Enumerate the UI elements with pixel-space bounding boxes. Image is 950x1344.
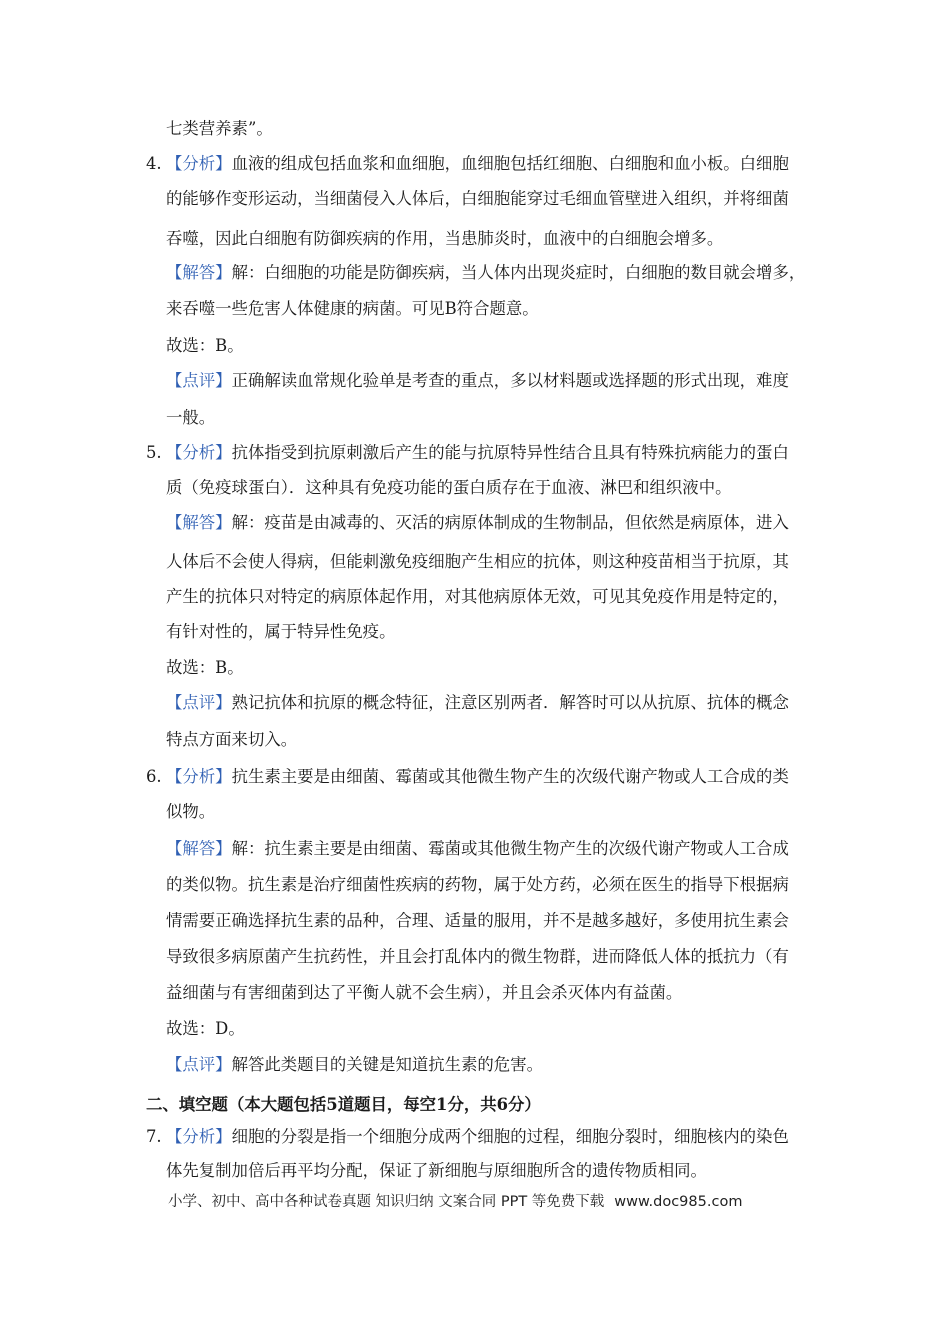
line-text: 解：抗生素主要是由细菌、霉菌或其他微生物产生的次级代谢产物或人工合成 [231,839,789,858]
text-line [166,442,789,464]
text-line [166,153,789,175]
section-tag: 【点评】 [166,1055,232,1074]
footer-text: 小学、初中、高中各种试卷真题 知识归纳 文案合同 PPT 等免费下载 [168,1194,605,1210]
line-text: 正确解读血常规化验单是考查的重点，多以材料题或选择题的形式出现，难度 [231,371,789,390]
question-number: 4. [146,154,162,173]
section-tag: 【分析】 [166,1127,232,1146]
text-line [166,477,731,499]
text-line [166,621,395,643]
line-text: 细胞的分裂是指一个细胞分成两个细胞的过程，细胞分裂时，细胞核内的染色 [231,1127,789,1146]
text-line [166,551,789,573]
text-line [166,910,789,932]
text-line [166,407,215,429]
text-line [166,335,244,357]
line-text: 抗生素主要是由细菌、霉菌或其他微生物产生的次级代谢产物或人工合成的类 [231,767,789,786]
section-tag: 【分析】 [166,154,232,173]
footer-url[interactable]: www.doc985.com [614,1194,743,1210]
section-tag: 【分析】 [166,767,232,786]
question-number: 5. [146,443,162,462]
footer [168,1192,742,1212]
text-line [166,874,789,896]
line-text: 似物。 [166,802,216,821]
line-text: 情需要正确选择抗生素的品种，合理、适量的服用，并不是越多越好，多使用抗生素会 [166,911,789,930]
text-line [166,982,682,1004]
text-line [166,1160,707,1182]
text-line [166,586,789,608]
text-line [166,370,789,392]
text-line [166,1126,789,1148]
line-text: 吞噬，因此白细胞有防御疾病的作用，当患肺炎时，血液中的白细胞会增多。 [166,229,724,248]
text-line [166,1018,245,1040]
text-line [166,228,723,250]
section-heading: 二、填空题（本大题包括5道题目，每空1分，共6分） [146,1095,541,1114]
section-tag: 【分析】 [166,443,232,462]
section-tag: 【解答】 [166,263,232,282]
line-text: 血液的组成包括血浆和血细胞，血细胞包括红细胞、白细胞和血小板。白细胞 [231,154,789,173]
line-text: 解：白细胞的功能是防御疾病，当人体内出现炎症时，白细胞的数目就会增多， [231,263,806,282]
line-text: 益细菌与有害细菌到达了平衡人就不会生病），并且会杀灭体内有益菌。 [166,983,683,1002]
text-line [166,1054,543,1076]
line-text: 体先复制加倍后再平均分配，保证了新细胞与原细胞所含的遗传物质相同。 [166,1161,707,1180]
text-line [166,512,789,534]
line-text: 人体后不会使人得病，但能刺激免疫细胞产生相应的抗体，则这种疫苗相当于抗原，其 [166,552,789,571]
text-line [166,262,805,284]
line-text: 故选：B。 [166,658,244,677]
section-tag: 【点评】 [166,371,232,390]
line-text: 抗体指受到抗原刺激后产生的能与抗原特异性结合且具有特殊抗病能力的蛋白 [231,443,789,462]
line-text: 有针对性的，属于特异性免疫。 [166,622,396,641]
line-text: 特点方面来切入。 [166,730,298,749]
text-line [166,692,789,714]
text-line [166,188,789,210]
line-text: 解答此类题目的关键是知道抗生素的危害。 [231,1055,543,1074]
text-line [166,118,273,140]
section-tag: 【解答】 [166,839,232,858]
section-tag: 【解答】 [166,513,232,532]
text-line [166,946,789,968]
line-text: 质（免疫球蛋白）．这种具有免疫功能的蛋白质存在于血液、淋巴和组织液中。 [166,478,732,497]
line-text: 的类似物。抗生素是治疗细菌性疾病的药物，属于处方药，必须在医生的指导下根据病 [166,875,789,894]
line-text: 七类营养素”。 [166,119,273,138]
line-text: 故选：D。 [166,1019,245,1038]
line-text: 的能够作变形运动，当细菌侵入人体后，白细胞能穿过毛细血管壁进入组织，并将细菌 [166,189,789,208]
section-tag: 【点评】 [166,693,232,712]
text-line [166,657,244,679]
text-line [166,801,215,823]
text-line [166,838,789,860]
line-text: 一般。 [166,408,216,427]
line-text: 产生的抗体只对特定的病原体起作用，对其他病原体无效，可见其免疫作用是特定的， [166,587,789,606]
question-number: 7. [146,1127,162,1146]
text-line [166,298,539,320]
line-text: 解：疫苗是由减毒的、灭活的病原体制成的生物制品，但依然是病原体，进入 [231,513,789,532]
line-text: 熟记抗体和抗原的概念特征，注意区别两者．解答时可以从抗原、抗体的概念 [231,693,789,712]
line-text: 故选：B。 [166,336,244,355]
text-line [166,766,789,788]
line-text: 来吞噬一些危害人体健康的病菌。可见B符合题意。 [166,299,539,318]
line-text: 导致很多病原菌产生抗药性，并且会打乱体内的微生物群，进而降低人体的抵抗力（有 [166,947,789,966]
text-line [166,729,297,751]
question-number: 6. [146,767,162,786]
